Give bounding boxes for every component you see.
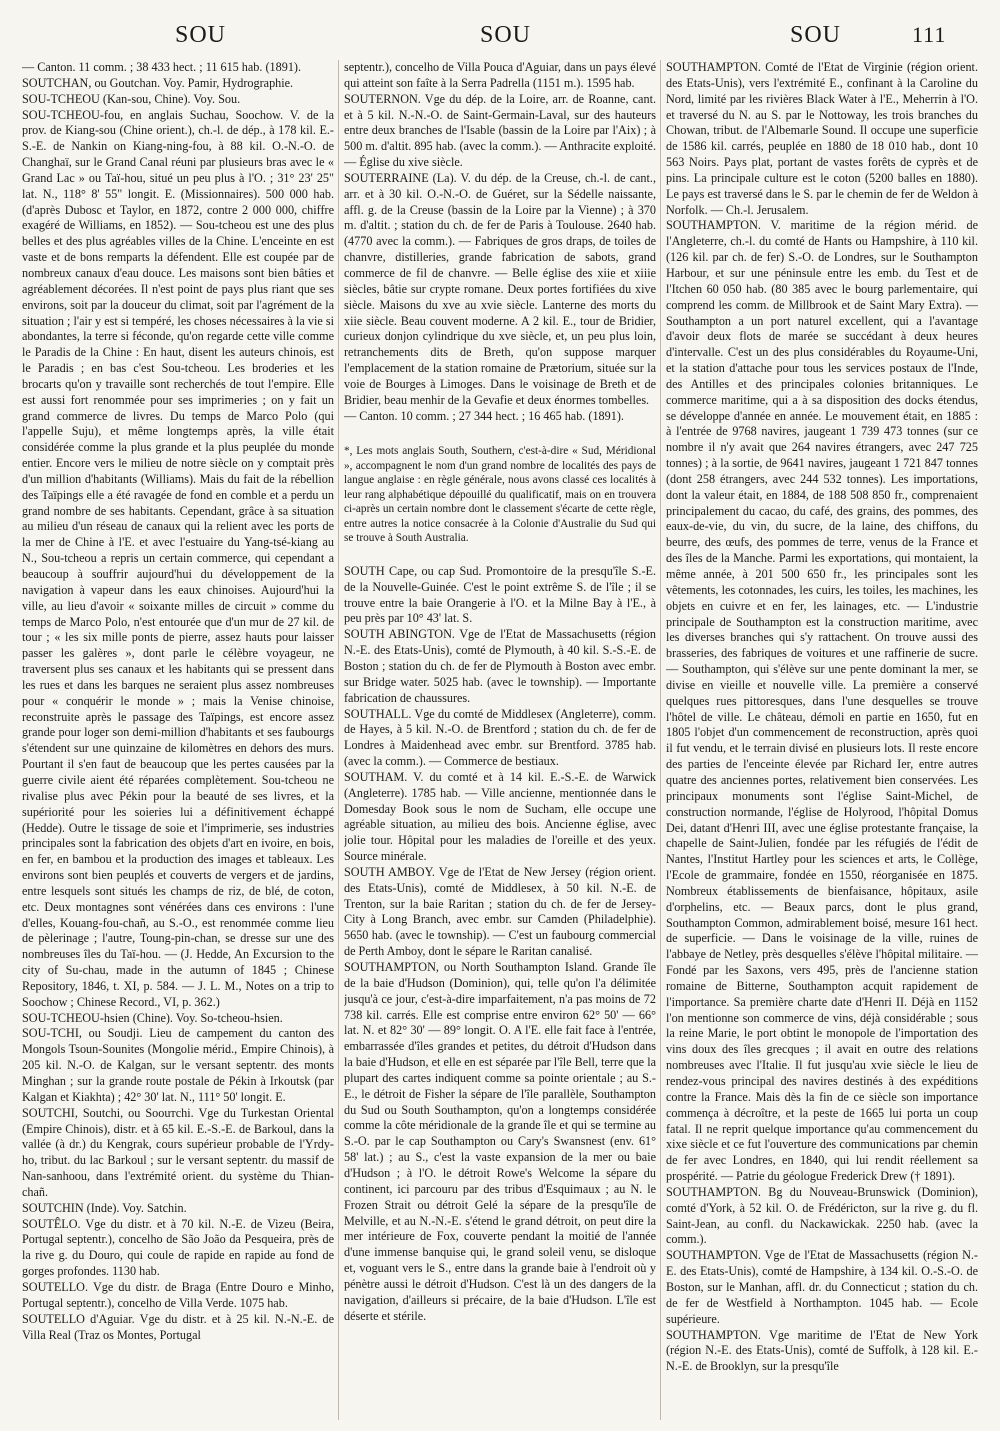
editorial-note: *, Les mots anglais South, Southern, c'est-à-dire « Sud, Méridional », accompagnent le nom d'un grand nombre de localités des pays de langue anglaise : en règle générale, nous avons classé ces localités à leur rang alphabétique dépouillé du qualificatif, mais on en trouvera ci-après un certain nombre dont le classement s'écarte de cette règle, entre autres la notice consacrée à la Colonie d'Australie du Sud qui se trouve à South Australia.	[344, 445, 656, 545]
column-rule	[660, 60, 661, 1420]
running-head-right: SOU	[790, 22, 842, 48]
column-left	[22, 60, 334, 1420]
entry: SOUTHAMPTON. Bg du Nouveau-Brunswick (Dominion), comté d'York, à 52 kil. O. de Frédéricton, sur la rive g. du fl. Saint-Jean, au confl. du Nackawickak. 2250 hab. (avec la comm.).	[666, 1184, 978, 1247]
entry: SOUTH Cape, ou cap Sud. Promontoire de la presqu'île S.-E. de la Nouvelle-Guinée. C'est le point extrême S. de l'île ; il se trouve entre la baie Orangerie à l'O. et la Milne Bay à l'E., à peu près par 10° 43' lat. S.	[344, 563, 656, 626]
entry: SOUTERNON. Vge du dép. de la Loire, arr. de Roanne, cant. et à 5 kil. N.-N.-O. de Saint-Germain-Laval, sur des hauteurs entre deux branches de l'Isable (bassin de la Loire par l'Aix) ; à 500 m. d'altit. 895 hab. (avec la comm.). — Anthracite exploité. — Église du xive siècle.	[344, 91, 656, 170]
entry: SOUTCHAN, ou Goutchan. Voy. Pamir, Hydrographie.	[22, 75, 294, 90]
entry: SOUTELLO. Vge du distr. de Braga (Entre Douro e Minho, Portugal septentr.), concelho de Villa Verde. 1075 hab.	[22, 1279, 334, 1310]
entry: SOU-TCHEOU-hsien (Chine). Voy. So-tcheou-hsien.	[22, 1010, 283, 1025]
entry: SOUTHAM. V. du comté et à 14 kil. E.-S.-E. de Warwick (Angleterre). 1785 hab. — Ville ancienne, mentionnée dans le Domesday Book sous le nom de Sucham, elle occupe une agréable situation, au milieu des bois. Ancienne église, avec jolie tour. Hôpital pour les maladies de l'oreille et des yeux. Source minérale.	[344, 769, 656, 864]
entry: septentr.), concelho de Villa Pouca d'Aguiar, dans un pays élevé qui atteint son faîte à la Serra Padrella (1151 m.). 1595 hab.	[344, 60, 656, 90]
entry: SOUTHAMPTON. Vge maritime de l'Etat de New York (région N.-E. des Etats-Unis), comté de Suffolk, à 128 kil. E.-N.-E. de Brooklyn, sur la presqu'île	[666, 1327, 978, 1374]
page-header	[0, 22, 1000, 58]
entry: SOU-TCHEOU-fou, en anglais Suchau, Soochow. V. de la prov. de Kiang-sou (Chine orient.), ch.-l. de dép., à 178 kil. E.-S.-E. de Nankin on Kiang-ning-fou, à 88 kil. O.-N.-O. de Changhaï, sur le Grand Canal réuni par plusieurs bras avec le « Grand Lac » ou Taï-hou, situé un peu plus à l'O. ; 31° 23' 25" lat. N., 118° 8' 55" longit. E. (Missionnaires). 500 000 hab. (d'après Dubosc et Taylor, en 1872, contre 2 000 000, chiffre exagéré de Williams, en 1852). — Sou-tcheou est une des plus belles et des plus agréables villes de la Chine. L'enceinte en est vaste et de bons remparts la défendent. Elle est coupée par de nombreux canaux d'eau douce. Les maisons sont bien bâties et agréablement décorées. Il n'est point de pays plus riant que ses environs, soit par la douceur du climat, soit par l'agrément de la situation ; l'air y est si tempéré, les choses nécessaires à la vie si abondantes, la terre si féconde, qu'on regarde cette ville comme le Paradis de la Chine : En haut, disent les auteurs chinois, est le Paradis ; en bas c'est Sou-tcheou. Les broderies et les brocarts qu'on y travaille sont recherchés de tout l'empire. Elle est aussi fort renommée pour ses imprimeries ; on y fait un grand commerce de livres. Du temps de Marco Polo (qui l'appelle Suju), et même longtemps après, la ville était considérée comme la plus grande et la plus peuplée du monde entier. Encore vers le milieu de notre siècle on y comptait près d'un million d'habitants (Williams). Mais du fait de la rébellion des Taïpings elle a été ravagée de fond en comble et a perdu un grand nombre de ses habitants. Cependant, grâce à sa situation au milieu d'un réseau de canaux qui la relient avec les ports de la mer de Chine à l'E. et avec l'estuaire du Yang-tsé-kiang au N., Sou-tcheou a repris un certain commerce, qui cependant a beaucoup à souffrir aujourd'hui du développement de la navigation à vapeur dans les eaux chinoises. Aujourd'hui la ville, au lieu d'avoir « soixante milles de circuit » comme du temps de Marco Polo, n'est entourée que d'un mur de 27 kil. de tour ; « les six mille ponts de pierre, assez hauts pour laisser passer les galères », dont parle le célèbre voyageur, ne traversent plus ses canaux et les habitants qui se pressent dans les rues et dans les barques ne seraient plus assez nombreuses pour « conquérir le monde » ; mais la Venise chinoise, reconstruite après le passage des Taïpings, est encore assez grande pour loger son demi-million d'habitants et ses faubourgs s'étendent sur une quinzaine de kilomètres en dehors des murs. Pourtant il s'en faut de beaucoup que les pertes causées par la guerre civile aient été réparées complètement. Sou-tcheou ne rivalise plus avec Pékin pour la beauté de ses livres, et la supériorité pour les soieries lui a définitivement échappé (Hedde). Outre le tissage de soie et l'imprimerie, ses industries principales sont la fabrication des objets d'art en ivoire, en bois, en fer, en bambou et la production des images et tableaux. Les environs sont bien peuplés et couverts de vergers et de jardins, entre lesquels sont situés les champs de riz, de blé, de coton, etc. Deux montagnes sont vénérées dans ces environs : l'une d'elles, Kouang-fou-chañ, au S.-O., est renommée comme lieu de pèlerinage ; l'autre, Toung-pin-chan, se dresse sur une des nombreuses îles du Taï-hou. — (J. Hedde, An Excursion to the city of Su-chau, made in the autumn of 1845 ; Chinese Repository, 1846, t. XI, p. 584. — J. L. M., Notes on a trip to Soochow ; Chinese Record., VI, p. 362.)	[22, 107, 334, 1009]
running-head-left: SOU	[175, 22, 227, 48]
entry: SOU-TCHI, ou Soudji. Lieu de campement du canton des Mongols Tsoun-Sounites (Mongolie mérid., Empire Chinois), à 205 kil. N.-O. de Kalgan, sur le versant septentr. des monts Minghan ; sur la grande route postale de Pékin à Irkoutsk (par Kalgan et Kiakhta) ; 42° 30' lat. N., 111° 50' longit. E.	[22, 1026, 334, 1104]
entry: — Canton. 11 comm. ; 38 433 hect. ; 11 615 hab. (1891).	[22, 60, 302, 74]
entry: SOU-TCHEOU (Kan-sou, Chine). Voy. Sou.	[22, 91, 241, 106]
entry: SOUTCHIN (Inde). Voy. Satchin.	[22, 1200, 187, 1215]
entry: SOUTHAMPTON. Comté de l'Etat de Virginie (région orient. des Etats-Unis), vers l'extrémité E., confinant à la Caroline du Nord, limité par les rivières Black Water à l'E., Meherrin à l'O. et traversé du N. au S. par le Nottoway, les trois branches du Chowan, tribut. de l'Albemarle Sound. Il occupe une superficie de 1586 kil. carrés, peuplée en 1880 de 18 010 hab., dont 10 563 Noirs. Pays plat, portant de vastes forêts de cyprès et de pins. La principale culture est le coton (5200 balles en 1880). Le pays est traversé dans le S. par le chemin de fer de Weldon à Norfolk. — Ch.-l. Jerusalem.	[666, 60, 978, 217]
column-right	[666, 60, 978, 1420]
running-head-center: SOU	[480, 22, 532, 48]
entry: — Canton. 10 comm. ; 27 344 hect. ; 16 465 hab. (1891).	[344, 408, 624, 423]
entry: SOUTHALL. Vge du comté de Middlesex (Angleterre), comm. de Hayes, à 5 kil. N.-O. de Brentford ; station du ch. de fer de Londres à Maidenhead avec embr. sur Brentford. 3785 hab. (avec la comm.). — Commerce de bestiaux.	[344, 706, 656, 769]
column-rule	[338, 60, 339, 1420]
entry: SOUTÊLO. Vge du distr. et à 70 kil. N.-E. de Vizeu (Beira, Portugal septentr.), concelho de São João da Pesqueira, près de la rive g. du Douro, qui coule de rapide en rapide au fond de gorges profondes. 1130 hab.	[22, 1216, 334, 1279]
entry: SOUTHAMPTON, ou North Southampton Island. Grande île de la baie d'Hudson (Dominion), qui, telle qu'on l'a délimitée jusqu'à ce jour, c'est-à-dire imparfaitement, n'a pas moins de 72 738 kil. carrés. Elle est comprise entre environ 62° 50' — 66° lat. N. et 82° 30' — 89° longit. O. A l'E. elle fait face à l'entrée, embarrassée d'îles grandes et petites, du détroit d'Hudson dans la baie d'Hudson, et elle en est séparée par l'île Bell, terre que la plupart des cartes indiquent comme sa pointe orientale ; au S.-E., le détroit de Fisher la sépare de l'île parallèle, Southampton du Sud ou South Southampton, qu'on a longtemps considérée comme la côte méridionale de la grande île et qui se termine au S.-O. par le cap Southampton ou Cary's Swansnest (env. 61° 58' lat.) ; au S., c'est la vaste expansion de la mer ou baie d'Hudson ; à l'O. le détroit Rowe's Welcome la sépare du continent, ici parcouru par des tribus d'Esquimaux ; au N. le Frozen Strait ou détroit Gelé la sépare de la presqu'île de Melville, et au N.-N.-E. s'étend le grand détroit, on peut dire la mer intérieure de Fox, couverte pendant la moitié de l'année d'une immense banquise qui, le grand soleil venu, se disloque et, voguant vers le S., entre dans la grande baie à l'endroit où y pénètre aussi le détroit d'Hudson. C'est là un des dangers de la navigation, d'ailleurs si précaire, de la baie d'Hudson. L'île est déserte et stérile.	[344, 960, 656, 1323]
entry: SOUTERRAINE (La). V. du dép. de la Creuse, ch.-l. de cant., arr. et à 30 kil. O.-N.-O. de Guéret, sur la Sédelle naissante, affl. g. de la Creuse (bassin de la Loire par la Vienne) ; à 370 m. d'altit. ; station du ch. de fer de Paris à Toulouse. 2640 hab. (4770 avec la comm.). — Fabriques de gros draps, de toiles de chanvre, distilleries, grande fabrication de sabots, grand commerce de fil de chanvre. — Belle église des xiie et xiiie siècles, bâtie sur crypte romane. Deux portes fortifiées du xive siècle. Maisons du xve au xvie siècle. Lanterne des morts du xiie siècle. Beau couvent moderne. A 2 kil. E., tour de Bridier, curieux donjon cylindrique du xve siècle, et, un peu plus loin, retranchements dits de Breth, qu'on suppose marquer l'emplacement de la station romaine de Prætorium, située sur la voie de Bourges à Limoges. Dans le voisinage de Breth et de Bridier, beau menhir de la Gevafie et deux énormes tombelles.	[344, 170, 656, 407]
text-columns	[22, 60, 978, 1420]
page-number: 111	[912, 22, 947, 47]
entry: SOUTHAMPTON. Vge de l'Etat de Massachusetts (région N.-E. des Etats-Unis), comté de Hampshire, à 134 kil. O.-S.-O. de Boston, sur le Manhan, affl. dr. du Connecticut ; station du ch. de fer de Westfield à Northampton. 1045 hab. — Ecole supérieure.	[666, 1248, 978, 1326]
entry: SOUTHAMPTON. V. maritime de la région mérid. de l'Angleterre, ch.-l. du comté de Hants ou Hampshire, à 110 kil. (126 kil. par ch. de fer) S.-O. de Londres, sur le Southampton Harbour, et sur une péninsule entre les emb. du Test et de l'Itchen 60 050 hab. (80 385 avec le bourg parlementaire, qui comprend les comm. de Millbrook et de Saint Mary Extra). — Southampton a un port naturel excellent, qui a l'avantage d'avoir deux flots de marée se succédant à deux heures d'intervalle. C'est un des plus considérables du Royaume-Uni, et la station d'attache pour tous les services postaux de l'Inde, des Antilles et des principales colonies britanniques. Le commerce maritime, qui a à sa disposition des docks étendus, se développe d'année en année. Le mouvement était, en 1885 : à l'entrée de 9768 navires, jaugeant 1 739 473 tonnes (sur ce nombre il n'y avait que 264 navires étrangers, avec 247 725 tonnes) ; à la sortie, de 9641 navires, jaugeant 1 721 847 tonnes (dont 258 étrangers, avec 244 532 tonnes). Les importations, dont la valeur était, en 1884, de 188 508 850 fr., comprenaient principalement du cacao, du café, des grains, des pommes, des eaux-de-vie, du vin, du sucre, de la laine, des chiffons, du beurre, des œufs, des pommes de terre, venus de la France et des îles de la Manche. Parmi les exportations, qui montaient, la même année, à 201 500 650 fr., les principales sont les vêtements, les cotonnades, les cuirs, les toiles, les machines, les objets en cuivre et en fer, les lainages, etc. — L'industrie principale de Southampton est la construction maritime, avec les diverses branches qui s'y rattachent. On trouve aussi des brasseries, des fabriques de voitures et une raffinerie de sucre. — Southampton, qui s'élève sur une pente dominant la mer, se divise en vieille et nouvelle ville. La première a conservé quelques rues pittoresques, dans l'une desquelles se trouve l'hôtel de ville. Le château, démoli en partie en 1650, fut en 1805 l'objet d'un commencement de reconstruction, après quoi il fut vendu, et le terrain divisé en plusieurs lots. Il reste encore des parties de l'enceinte élevée par Richard Ier, entre autres quatre des anciennes portes, relativement bien conservées. Les principaux monuments sont l'église Saint-Michel, de construction normande, l'église de Holyrood, l'hôpital Domus Dei, datant d'Henri III, avec une église protestante française, la chapelle de Saint-Julien, fondée par les réfugiés de l'édit de Nantes, l'Institut Hartley pour les sciences et arts, le Collège, l'Ecole de grammaire, fondée en 1550, réorganisée en 1875. Nombreux établissements de bienfaisance, hôpitaux, asile d'orphelins, etc. — Beaux parcs, dont le plus grand, Southampton Common, admirablement boisé, mesure 161 hect. de superficie. — Dans le voisinage de la ville, ruines de l'abbaye de Netley, près desquelles s'élève l'hôpital militaire. — Fondé par les Saxons, vers 495, près de l'ancienne station romaine de Bitterne, Southampton acquit rapidement de l'importance. Sa première charte date d'Henri II. Déjà en 1152 l'on mentionne son commerce de vins, déjà considérable ; sous la reine Marie, le port obtint le monopole de l'importation des vins doux des îles grecques ; il avait en outre des relations nombreuses avec l'Italie. Il fut jusqu'au xvie siècle le lieu de rendez-vous principal des navires destinés à des expéditions contre la France. Mais dès la fin de ce siècle son importance commença à décroître, et la peste de 1665 lui porta un coup fatal. Il ne reprit quelque importance qu'au commencement du xixe siècle et ce fut l'ouverture des communications par chemin de fer avec Londres, en 1840, qui lui rendit réellement sa prospérité. — Patrie du géologue Frederick Drew († 1891).	[666, 218, 978, 1184]
entry: SOUTH AMBOY. Vge de l'Etat de New Jersey (région orient. des Etats-Unis), comté de Middlesex, à 50 kil. N.-E. de Trenton, sur la baie Raritan ; station du ch. de fer de Jersey-City à Long Branch, avec embr. sur Camden (Philadelphie). 5650 hab. (avec le township). — C'est un faubourg commercial de Perth Amboy, dont le sépare le Raritan canalisé.	[344, 864, 656, 959]
entry: SOUTCHI, Soutchi, ou Soouтchi. Vge du Turkestan Oriental (Empire Chinois), distr. et à 65 kil. E.-S.-E. de Barkoul, dans la vallée (à dr.) du Kengrak, cours supérieur probable de l'Yrdy-ho, tribut. du lac Barkoul ; sur le versant septentr. du massif de Nan-sanhoou, dans l'extrémité orient. du système du Thian-chañ.	[22, 1105, 334, 1199]
entry: SOUTH ABINGTON. Vge de l'Etat de Massachusetts (région N.-E. des Etats-Unis), comté de Plymouth, à 40 kil. S.-S.-E. de Boston ; station du ch. de fer de Plymouth à Boston avec embr. sur Bridge water. 5025 hab. (avec le township). — Importante fabrication de chaussures.	[344, 627, 656, 705]
column-middle	[344, 60, 656, 1420]
entry: SOUTELLO d'Aguiar. Vge du distr. et à 25 kil. N.-N.-E. de Villa Real (Traz os Montes, Portugal	[22, 1311, 334, 1342]
